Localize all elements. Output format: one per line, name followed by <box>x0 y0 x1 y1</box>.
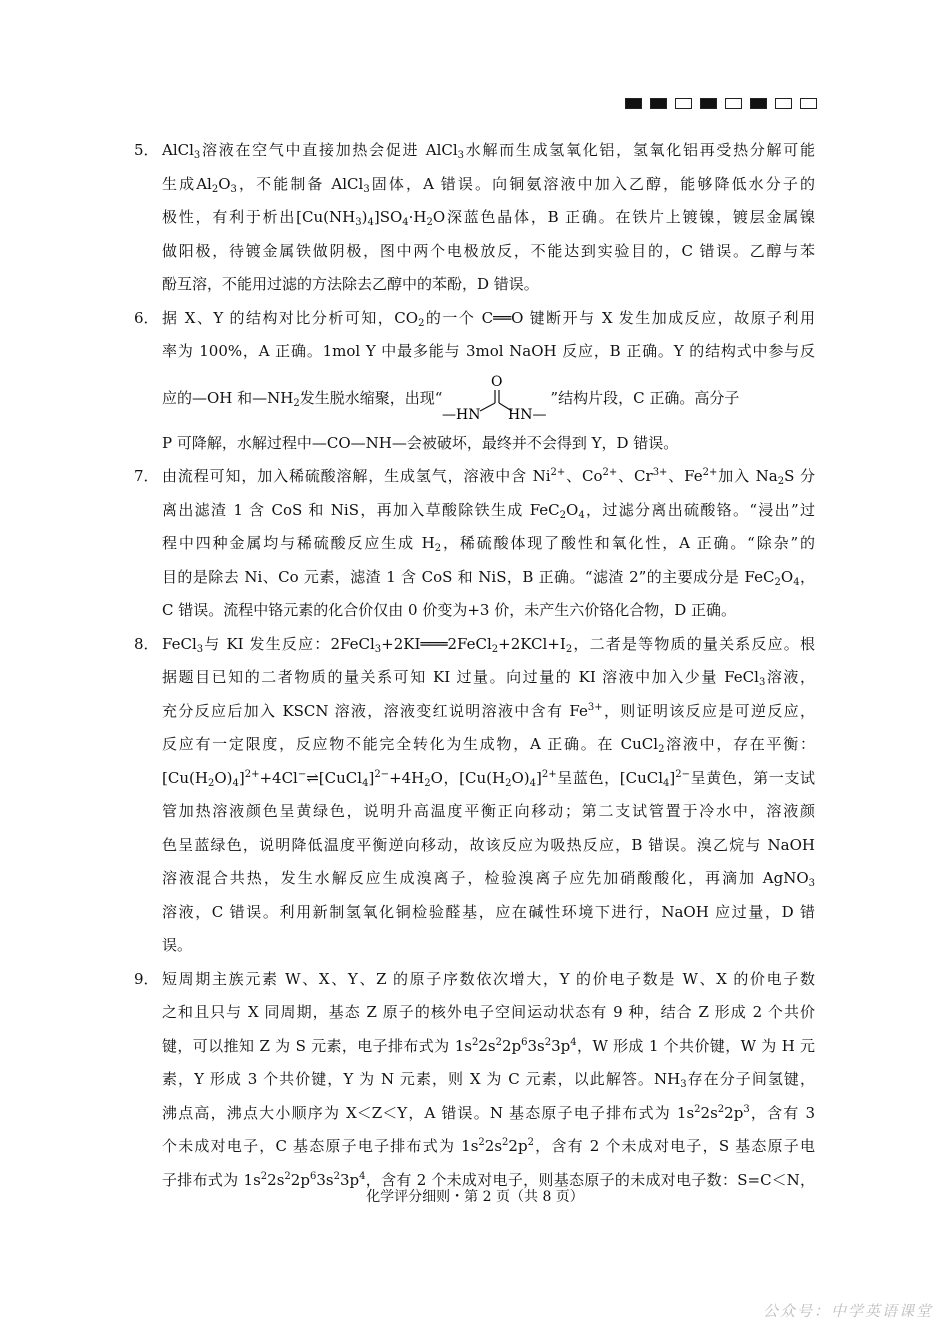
text-line: 酚互溶，不能用过滤的方法除去乙醇中的苯酚，D 错误。 <box>162 275 539 293</box>
text-line: 由流程可知，加入稀硫酸溶解，生成氢气，溶液中含 $Ni^{2+}$、$Co^{2+}$、$Cr^{3+}$、$Fe^{2+}$加入 $Na_2S$ 分 <box>162 467 815 487</box>
text-line: P 可降解，水解过程中—CO—NH—会被破坏，最终并不会得到 Y，D 错误。 <box>162 433 679 452</box>
marker-square-filled <box>625 98 642 109</box>
fragment-left: —HN <box>442 406 481 423</box>
text-line: 目的是除去 Ni、Co 元素，滤渣 1 含 CoS 和 NiS，B 正确。“滤渣 2”的主要成分是 $FeC_2O_4$， <box>162 567 815 588</box>
fragment-right: HN— <box>508 406 547 423</box>
text-line: 沸点高，沸点大小顺序为 X＜Z＜Y，A 错误。N 基态原子电子排布式为 $1s^22s^22p^3$，含有 3 <box>162 1103 815 1122</box>
item-number: 7． <box>134 467 159 485</box>
marker-square-empty <box>800 98 817 109</box>
text-line: 素，Y 形成 3 个共价键，Y 为 N 元素，则 X 为 C 元素，以此解答。$NH_3$存在分子间氢键， <box>162 1070 815 1090</box>
item-number: 5． <box>134 141 159 159</box>
urea-structure-drawing <box>442 373 550 425</box>
text-line: C 错误。流程中铬元素的化合价仅由 0 价变为+3 价，未产生六价铬化合物，D 正确。 <box>162 601 737 619</box>
marker-square-filled <box>700 98 717 109</box>
watermark: 公众号：中学英语课堂 <box>763 1302 934 1320</box>
text-line: 溶液混合共热，发生水解反应生成溴离子，检验溴离子应先加硝酸酸化，再滴加 AgNO$_3$ <box>162 869 815 889</box>
text-line: 极性，有利于析出$[Cu(NH_3)_4]SO_4\cdot H_2O$深蓝色晶体，B 正确。在铁片上镀镍，镀层金属镍 <box>162 208 815 228</box>
text-line: 反应有一定限度，反应物不能完全转化为生成物，A 正确。在 CuCl$_2$溶液中，存在平衡： <box>162 735 815 755</box>
marker-square-empty <box>775 98 792 109</box>
text-line: 溶液，C 错误。利用新制氢氧化铜检验醛基，应在碱性环境下进行，NaOH 应过量，D 错 <box>162 902 815 921</box>
text-line: 之和且只与 X 同周期，基态 Z 原子的核外电子空间运动状态有 9 种，结合 Z 形成 2 个共价 <box>162 1003 815 1021</box>
urea-structure-fragment <box>442 373 550 425</box>
text-before-structure: 应的—OH 和$—NH_2$发生脱水缩聚，出现“ <box>162 388 443 409</box>
page-marker-squares <box>625 98 817 109</box>
text-line: 短周期主族元素 W、X、Y、Z 的原子序数依次增大，Y 的价电子数是 W、X 的价电子数 <box>162 969 815 988</box>
text-line: 误。 <box>162 936 193 954</box>
answer-item-9 <box>0 963 815 1198</box>
text-line: 据题目已知的二者物质的量关系可知 KI 过量。向过量的 KI 溶液中加入少量 FeCl$_3$溶液， <box>162 668 815 688</box>
text-line: FeCl$_3$与 KI 发生反应：$2FeCl_3+2KI═══2FeCl_2+2KCl+I_2$，二者是等物质的量关系反应。根 <box>162 634 815 655</box>
text-line: $[Cu(H_2O)_4]^{2+}+4Cl^-\rightleftharpoons[CuCl_4]^{2-}+4H_2O$，$[Cu(H_2O)_4]^{2+}$呈蓝色，[CuCl$_4$]$^{2-}$呈黄色，第一支试 <box>162 768 815 789</box>
answer-item-6 <box>0 302 815 461</box>
text-line: 充分反应后加入 KSCN 溶液，溶液变红说明溶液中含有 $Fe^{3+}$，则证明该反应是可逆反应， <box>162 701 815 720</box>
fragment-oxygen: O <box>491 373 503 390</box>
text-line: 键，可以推知 Z 为 S 元素，电子排布式为 $1s^22s^22p^63s^23p^4$，W 形成 1 个共价键，W 为 H 元 <box>162 1036 815 1055</box>
answer-item-5 <box>0 134 815 302</box>
item-number: 8． <box>134 634 159 653</box>
text-line-with-structure <box>162 369 815 427</box>
text-line: 离出滤渣 1 含 CoS 和 NiS，再加入草酸除铁生成 $FeC_2O_4$，过滤分离出硫酸铬。“浸出”过 <box>162 500 815 521</box>
text-line: 率为 100%，A 正确。1mol Y 中最多能与 3mol NaOH 反应，B 正确。Y 的结构式中参与反 <box>162 342 815 360</box>
text-line: 做阳极，待镀金属铁做阴极，图中两个电极放反，不能达到实验目的，C 错误。乙醇与苯 <box>162 241 815 260</box>
text-line: 管加热溶液颜色呈黄绿色，说明升高温度平衡正向移动；第二支试管置于冷水中，溶液颜 <box>162 802 815 820</box>
marker-square-empty <box>675 98 692 109</box>
answer-content <box>0 134 950 1197</box>
item-number: 9． <box>134 969 159 988</box>
item-number: 6． <box>134 308 159 327</box>
text-line: 个未成对电子，C 基态原子电子排布式为 $1s^22s^22p^2$，含有 2 个未成对电子，S 基态原子电 <box>162 1137 815 1155</box>
text-line: 色呈蓝绿色，说明降低温度平衡逆向移动，故该反应为吸热反应，B 错误。溴乙烷与 NaOH <box>162 835 815 854</box>
text-line: 程中四种金属均与稀硫酸反应生成 $H_2$，稀硫酸体现了酸性和氧化性，A 正确。“除杂”的 <box>162 534 815 554</box>
answer-item-8 <box>0 628 815 963</box>
text-line: 据 X、Y 的结构对比分析可知，$CO_2$的一个 C══O 键断开与 X 发生加成反应，故原子利用 <box>162 308 815 329</box>
text-after-structure: ”结构片段，C 正确。高分子 <box>550 388 740 407</box>
marker-square-empty <box>725 98 742 109</box>
marker-square-filled <box>650 98 667 109</box>
answer-item-7 <box>0 460 815 628</box>
text-line: 生成$Al_2O_3$，不能制备 AlCl$_3$固体，A 错误。向铜氨溶液中加入乙醇，能够降低水分子的 <box>162 174 815 195</box>
text-line: AlCl$_3$溶液在空气中直接加热会促进 AlCl$_3$水解而生成氢氧化铝，氢氧化铝再受热分解可能 <box>162 141 815 161</box>
page-footer: 化学评分细则・第 2 页（共 8 页） <box>366 1189 584 1205</box>
text-line: 子排布式为 $1s^22s^22p^63s^23p^4$，含有 2 个未成对电子，则基态原子的未成对电子数：S=C＜N， <box>162 1170 816 1189</box>
marker-square-filled <box>750 98 767 109</box>
